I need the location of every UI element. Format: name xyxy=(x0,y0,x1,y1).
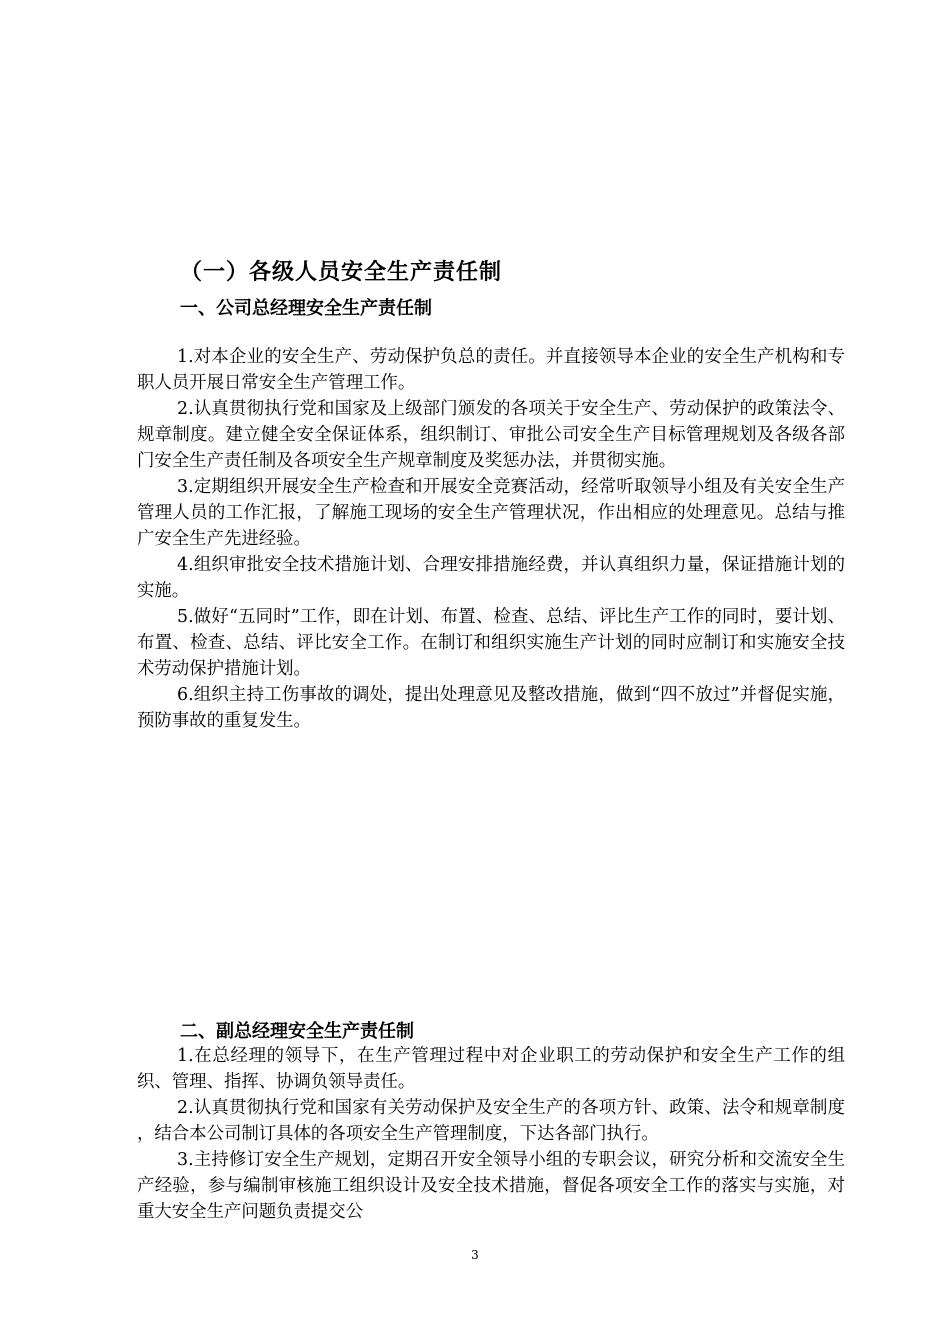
paragraph: 2.认真贯彻执行党和国家有关劳动保护及安全生产的各项方针、政策、法令和规章制度 ，结合本公司制订具体的各项安全生产管理制度，下达各部门执行。 xyxy=(137,1098,845,1144)
paragraph: 3.主持修订安全生产规划，定期召开安全领导小组的专职会议，研究分析和交流安全生产经验，参与编制审核施工组织设计及安全技术措施，督促各项安全工作的落实与实施，对重大安全生产问题负责提交公 xyxy=(137,1150,845,1222)
page-number: 3 xyxy=(471,1248,479,1262)
paragraph: 1.对本企业的安全生产、劳动保护负总的责任。并直接领导本企业的安全生产机构和专职人员开展日常安全生产管理工作。 xyxy=(137,347,845,393)
section-two-body xyxy=(137,1043,845,1225)
paragraph: 4.组织审批安全技术措施计划、合理安排措施经费，并认真组织力量，保证措施计划的实施。 xyxy=(137,555,845,601)
section-one-body xyxy=(137,344,845,734)
section-two-heading: 二、副总经理安全生产责任制 xyxy=(180,1021,414,1042)
paragraph: 3.定期组织开展安全生产检查和开展安全竞赛活动，经常听取领导小组及有关安全生产管理人员的工作汇报，了解施工现场的安全生产管理状况，作出相应的处理意见。总结与推广安全生产先进经验。 xyxy=(137,477,845,549)
paragraph: 1.在总经理的领导下，在生产管理过程中对企业职工的劳动保护和安全生产工作的组织、管理、指挥、协调负领导责任。 xyxy=(137,1046,845,1092)
paragraph: 2.认真贯彻执行党和国家及上级部门颁发的各项关于安全生产、劳动保护的政策法令、规章制度。建立健全安全保证体系，组织制订、审批公司安全生产目标管理规划及各级各部门安全生产责任制及各项安全生产规章制度及奖惩办法，并贯彻实施。 xyxy=(137,399,845,471)
paragraph: 5.做好“五同时”工作，即在计划、布置、检查、总结、评比生产工作的同时，要计划、布置、检查、总结、评比安全工作。在制订和组织实施生产计划的同时应制订和实施安全技术劳动保护措施计划。 xyxy=(137,607,845,679)
document-title: （一）各级人员安全生产责任制 xyxy=(180,259,503,285)
paragraph: 6.组织主持工伤事故的调处，提出处理意见及整改措施，做到“四不放过”并督促实施，预防事故的重复发生。 xyxy=(137,685,845,731)
section-one-heading: 一、公司总经理安全生产责任制 xyxy=(180,298,432,319)
